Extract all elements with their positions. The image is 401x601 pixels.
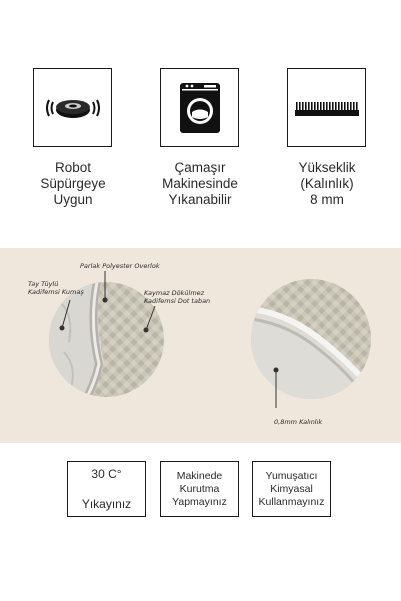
label-overlock: Parlak Polyester Overlok <box>80 262 160 270</box>
care-no-softener: Yumuşatıcı Kimyasal Kullanmayınız <box>252 461 331 517</box>
care-no-tumble-dry: Makinede Kurutma Yapmayınız <box>160 461 239 517</box>
label-thickness: 0,8mm Kalınlık <box>274 418 323 426</box>
feature-caption-washing: Çamaşır Makinesinde Yıkanabilir <box>162 160 238 207</box>
care-wash-temp <box>67 461 146 517</box>
feature-caption-thickness: Yükseklik (Kalınlık) 8 mm <box>298 160 356 207</box>
label-backing: Kaymaz Dökülmez Kadifemsi Dot taban <box>144 289 211 305</box>
label-fabric: Tay Tüylü Kadifemsi Kumaş <box>28 280 84 296</box>
feature-caption-robot: Robot Süpürgeye Uygun <box>40 160 106 207</box>
care-wash-temp-value: 30 C° <box>91 466 122 481</box>
care-wash-temp-label: Yıkayınız <box>81 496 132 511</box>
